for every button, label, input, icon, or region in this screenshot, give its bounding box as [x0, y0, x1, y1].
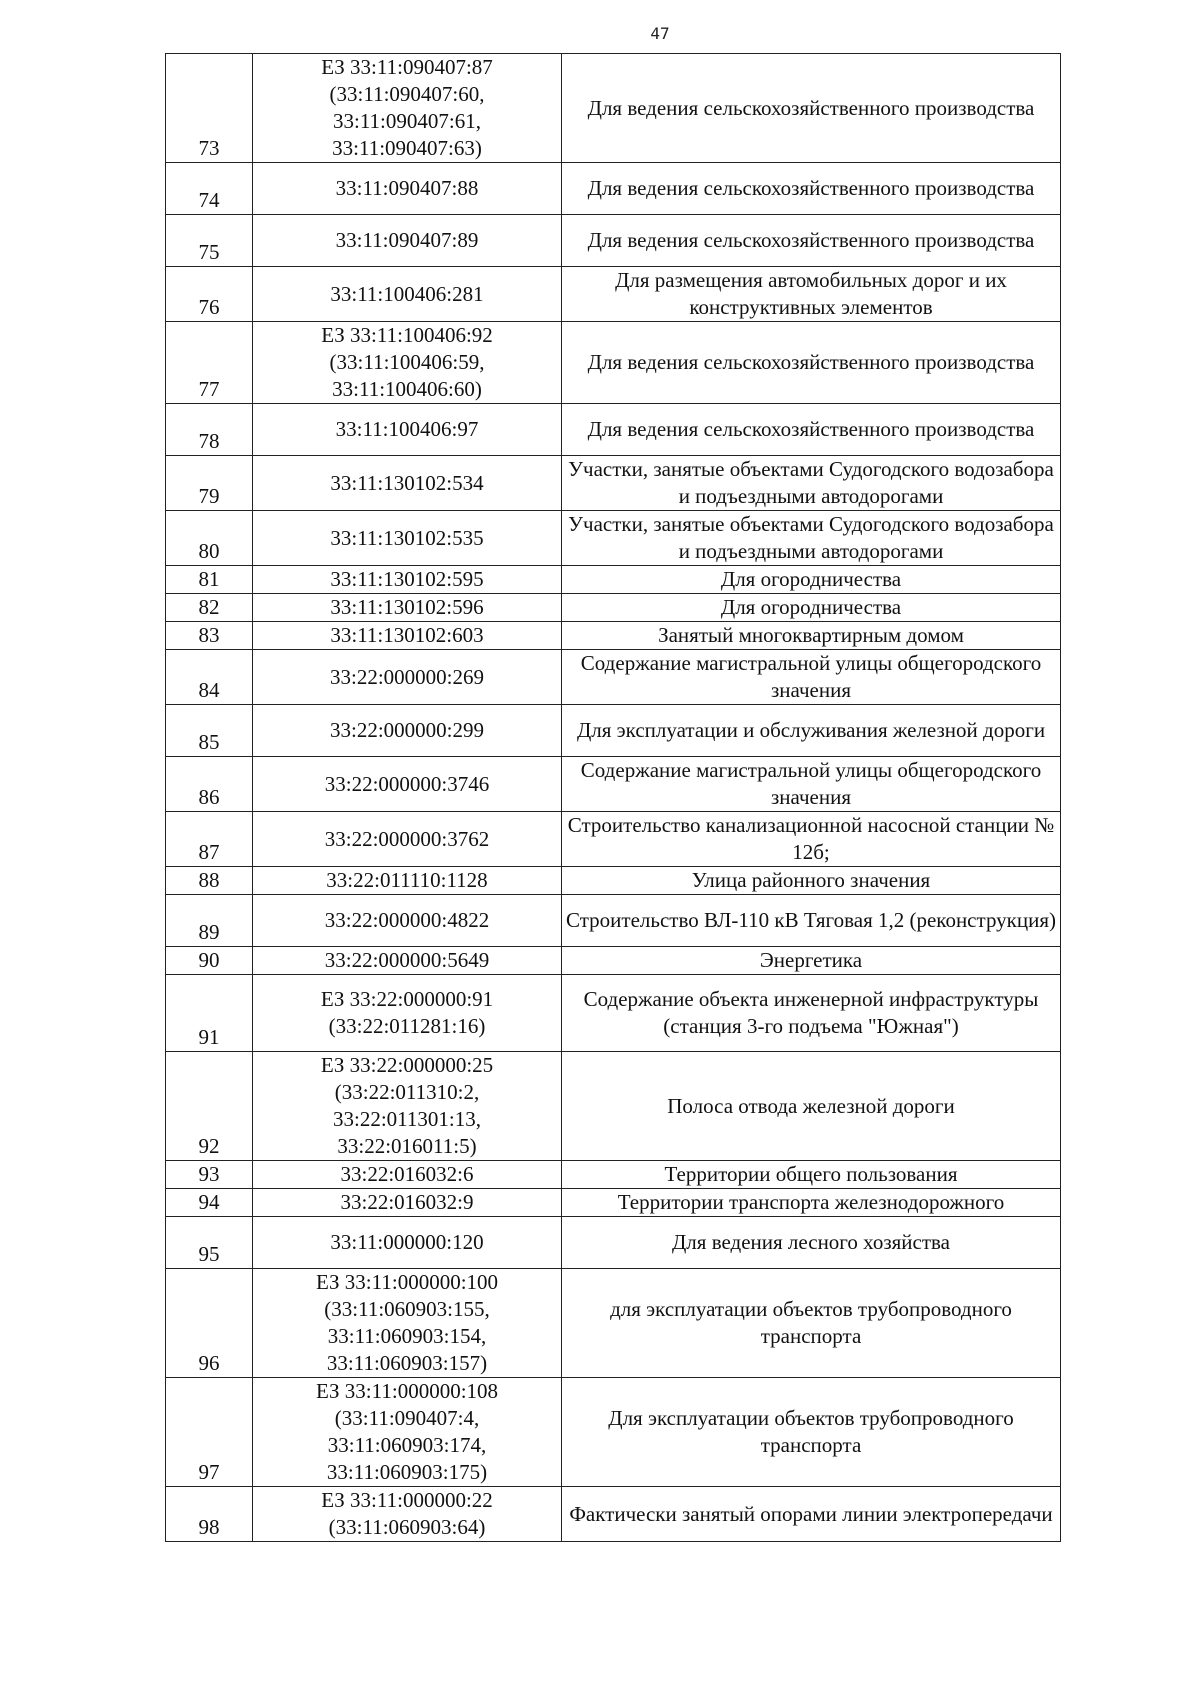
row-number: 74 — [166, 163, 253, 215]
table-row — [166, 1487, 1061, 1542]
table-row — [166, 1189, 1061, 1217]
cadastral-number-line: 33:11:060903:154, — [327, 1324, 487, 1348]
permitted-use-cell: Энергетика — [562, 947, 1061, 975]
cadastral-number-line: (33:11:090407:4, — [334, 1406, 480, 1430]
cadastral-number-line: 33:11:060903:175) — [326, 1460, 488, 1484]
cadastral-number-cell — [253, 1052, 562, 1161]
cadastral-number-line: 33:22:000000:3746 — [324, 771, 490, 796]
row-number: 83 — [166, 622, 253, 650]
permitted-use-cell: Для ведения сельскохозяйственного производства — [562, 54, 1061, 163]
permitted-use-cell: Участки, занятые объектами Судогодского водозабора и подъездными автодорогами — [562, 456, 1061, 511]
cadastral-number-line: (33:22:011281:16) — [328, 1014, 486, 1038]
permitted-use-cell: Для ведения сельскохозяйственного производства — [562, 215, 1061, 267]
cadastral-number-cell — [253, 322, 562, 404]
cadastral-number-line: 33:22:000000:3762 — [324, 826, 490, 851]
row-number: 90 — [166, 947, 253, 975]
table-row — [166, 54, 1061, 163]
row-number: 73 — [166, 54, 253, 163]
permitted-use-cell: Для ведения лесного хозяйства — [562, 1217, 1061, 1269]
cadastral-number-line: 33:11:130102:603 — [330, 623, 484, 647]
permitted-use-cell: Для размещения автомобильных дорог и их конструктивных элементов — [562, 267, 1061, 322]
permitted-use-cell: Строительство канализационной насосной станции № 12б; — [562, 812, 1061, 867]
row-number: 98 — [166, 1487, 253, 1542]
permitted-use-cell: Для эксплуатации и обслуживания железной дороги — [562, 705, 1061, 757]
table-row — [166, 215, 1061, 267]
table-row — [166, 404, 1061, 456]
row-number: 85 — [166, 705, 253, 757]
cadastral-number-cell — [253, 812, 562, 867]
cadastral-number-line: 33:22:000000:299 — [329, 718, 484, 742]
cadastral-number-cell — [253, 895, 562, 947]
cadastral-number-cell — [253, 594, 562, 622]
table-row — [166, 1217, 1061, 1269]
cadastral-number-cell — [253, 757, 562, 812]
permitted-use-cell: Участки, занятые объектами Судогодского водозабора и подъездными автодорогами — [562, 511, 1061, 566]
cadastral-number-line: 33:11:130102:534 — [330, 470, 484, 495]
cadastral-number-cell — [253, 650, 562, 705]
table-row — [166, 456, 1061, 511]
permitted-use-cell: Содержание магистральной улицы общегородского значения — [562, 650, 1061, 705]
row-number: 93 — [166, 1161, 253, 1189]
row-number: 82 — [166, 594, 253, 622]
permitted-use-cell: Содержание объекта инженерной инфраструктуры (станция 3-го подъема "Южная") — [562, 975, 1061, 1052]
permitted-use-cell: Для эксплуатации объектов трубопроводного транспорта — [562, 1378, 1061, 1487]
table-row — [166, 622, 1061, 650]
cadastral-number-line: 33:11:000000:120 — [330, 1230, 484, 1254]
cadastral-number-line: ЕЗ 33:22:000000:25 — [320, 1053, 494, 1077]
row-number: 89 — [166, 895, 253, 947]
cadastral-number-line: 33:11:100406:60) — [332, 377, 482, 401]
cadastral-number-cell — [253, 975, 562, 1052]
cadastral-number-line: 33:11:090407:89 — [335, 228, 479, 252]
row-number: 88 — [166, 867, 253, 895]
cadastral-number-line: 33:22:000000:269 — [329, 664, 484, 689]
cadastral-number-line: 33:11:060903:157) — [326, 1351, 488, 1375]
cadastral-number-cell — [253, 1161, 562, 1189]
permitted-use-cell: Для ведения сельскохозяйственного производства — [562, 163, 1061, 215]
table-row — [166, 895, 1061, 947]
cadastral-number-cell — [253, 566, 562, 594]
permitted-use-cell: Полоса отвода железной дороги — [562, 1052, 1061, 1161]
table-row — [166, 757, 1061, 812]
cadastral-number-line: 33:11:100406:281 — [330, 281, 484, 306]
table-row — [166, 1052, 1061, 1161]
cadastral-number-line: ЕЗ 33:11:100406:92 — [321, 323, 493, 347]
page-number: 47 — [650, 24, 670, 43]
cadastral-number-cell — [253, 54, 562, 163]
table-row — [166, 705, 1061, 757]
table-row — [166, 975, 1061, 1052]
cadastral-number-line: 33:22:016032:9 — [340, 1190, 474, 1214]
row-number: 79 — [166, 456, 253, 511]
row-number: 87 — [166, 812, 253, 867]
permitted-use-cell: Для ведения сельскохозяйственного производства — [562, 322, 1061, 404]
row-number: 84 — [166, 650, 253, 705]
cadastral-number-line: (33:22:011310:2, — [334, 1080, 480, 1104]
table-row — [166, 812, 1061, 867]
permitted-use-cell: Для ведения сельскохозяйственного производства — [562, 404, 1061, 456]
cadastral-number-line: ЕЗ 33:11:000000:100 — [315, 1270, 499, 1294]
row-number: 77 — [166, 322, 253, 404]
table-row — [166, 594, 1061, 622]
cadastral-number-cell — [253, 163, 562, 215]
cadastral-number-line: (33:11:100406:59, — [329, 350, 485, 374]
cadastral-number-cell — [253, 947, 562, 975]
table-row — [166, 1269, 1061, 1378]
cadastral-number-cell — [253, 1217, 562, 1269]
row-number: 95 — [166, 1217, 253, 1269]
table-row — [166, 511, 1061, 566]
permitted-use-cell: Улица районного значения — [562, 867, 1061, 895]
cadastral-number-line: (33:11:060903:64) — [328, 1515, 486, 1539]
cadastral-number-cell — [253, 404, 562, 456]
cadastral-number-line: ЕЗ 33:22:000000:91 — [320, 987, 494, 1011]
cadastral-number-line: 33:22:016011:5) — [337, 1134, 477, 1158]
cadastral-number-line: (33:11:060903:155, — [324, 1297, 490, 1321]
row-number: 91 — [166, 975, 253, 1052]
permitted-use-cell: Занятый многоквартирным домом — [562, 622, 1061, 650]
cadastral-number-cell — [253, 511, 562, 566]
cadastral-number-line: 33:11:130102:535 — [330, 525, 484, 550]
cadastral-number-cell — [253, 622, 562, 650]
table-row — [166, 322, 1061, 404]
cadastral-number-line: ЕЗ 33:11:090407:87 — [321, 55, 493, 79]
cadastral-number-cell — [253, 867, 562, 895]
permitted-use-cell: Для огородничества — [562, 594, 1061, 622]
cadastral-number-cell — [253, 705, 562, 757]
permitted-use-cell: Фактически занятый опорами линии электропередачи — [562, 1487, 1061, 1542]
cadastral-number-cell — [253, 456, 562, 511]
cadastral-number-cell — [253, 1378, 562, 1487]
row-number: 96 — [166, 1269, 253, 1378]
row-number: 78 — [166, 404, 253, 456]
table-row — [166, 1161, 1061, 1189]
cadastral-number-line: 33:22:011110:1128 — [326, 868, 488, 892]
cadastral-number-line: 33:11:090407:63) — [332, 136, 482, 160]
cadastral-number-cell — [253, 1487, 562, 1542]
row-number: 94 — [166, 1189, 253, 1217]
cadastral-number-line: 33:22:000000:4822 — [324, 908, 490, 932]
cadastral-number-line: ЕЗ 33:11:000000:108 — [315, 1379, 499, 1403]
cadastral-number-line: 33:22:011301:13, — [333, 1107, 481, 1131]
cadastral-number-line: 33:11:130102:595 — [330, 567, 484, 591]
table-row — [166, 566, 1061, 594]
permitted-use-cell: Содержание магистральной улицы общегородского значения — [562, 757, 1061, 812]
cadastral-number-line: 33:11:090407:61, — [333, 109, 481, 133]
cadastral-number-line: 33:22:000000:5649 — [324, 948, 490, 972]
permitted-use-cell: Территории транспорта железнодорожного — [562, 1189, 1061, 1217]
table-row — [166, 163, 1061, 215]
table-row — [166, 1378, 1061, 1487]
permitted-use-cell: Территории общего пользования — [562, 1161, 1061, 1189]
table-row — [166, 267, 1061, 322]
row-number: 80 — [166, 511, 253, 566]
row-number: 75 — [166, 215, 253, 267]
row-number: 92 — [166, 1052, 253, 1161]
cadastral-number-line: 33:11:090407:88 — [335, 176, 479, 200]
permitted-use-cell: Строительство ВЛ-110 кВ Тяговая 1,2 (реконструкция) — [562, 895, 1061, 947]
row-number: 86 — [166, 757, 253, 812]
cadastral-number-line: 33:22:016032:6 — [340, 1162, 474, 1186]
cadastral-number-line: 33:11:130102:596 — [330, 595, 484, 619]
row-number: 97 — [166, 1378, 253, 1487]
row-number: 81 — [166, 566, 253, 594]
cadastral-number-line: (33:11:090407:60, — [329, 82, 485, 106]
cadastral-number-line: 33:11:060903:174, — [327, 1433, 487, 1457]
table-row — [166, 650, 1061, 705]
land-plot-table — [165, 53, 1061, 1542]
row-number: 76 — [166, 267, 253, 322]
permitted-use-cell: Для огородничества — [562, 566, 1061, 594]
permitted-use-cell: для эксплуатации объектов трубопроводного транспорта — [562, 1269, 1061, 1378]
cadastral-number-line: 33:11:100406:97 — [335, 417, 479, 441]
table-row — [166, 947, 1061, 975]
table-body — [166, 54, 1061, 1542]
table-row — [166, 867, 1061, 895]
cadastral-number-line: ЕЗ 33:11:000000:22 — [321, 1488, 493, 1512]
cadastral-number-cell — [253, 1189, 562, 1217]
cadastral-number-cell — [253, 215, 562, 267]
cadastral-number-cell — [253, 267, 562, 322]
cadastral-number-cell — [253, 1269, 562, 1378]
